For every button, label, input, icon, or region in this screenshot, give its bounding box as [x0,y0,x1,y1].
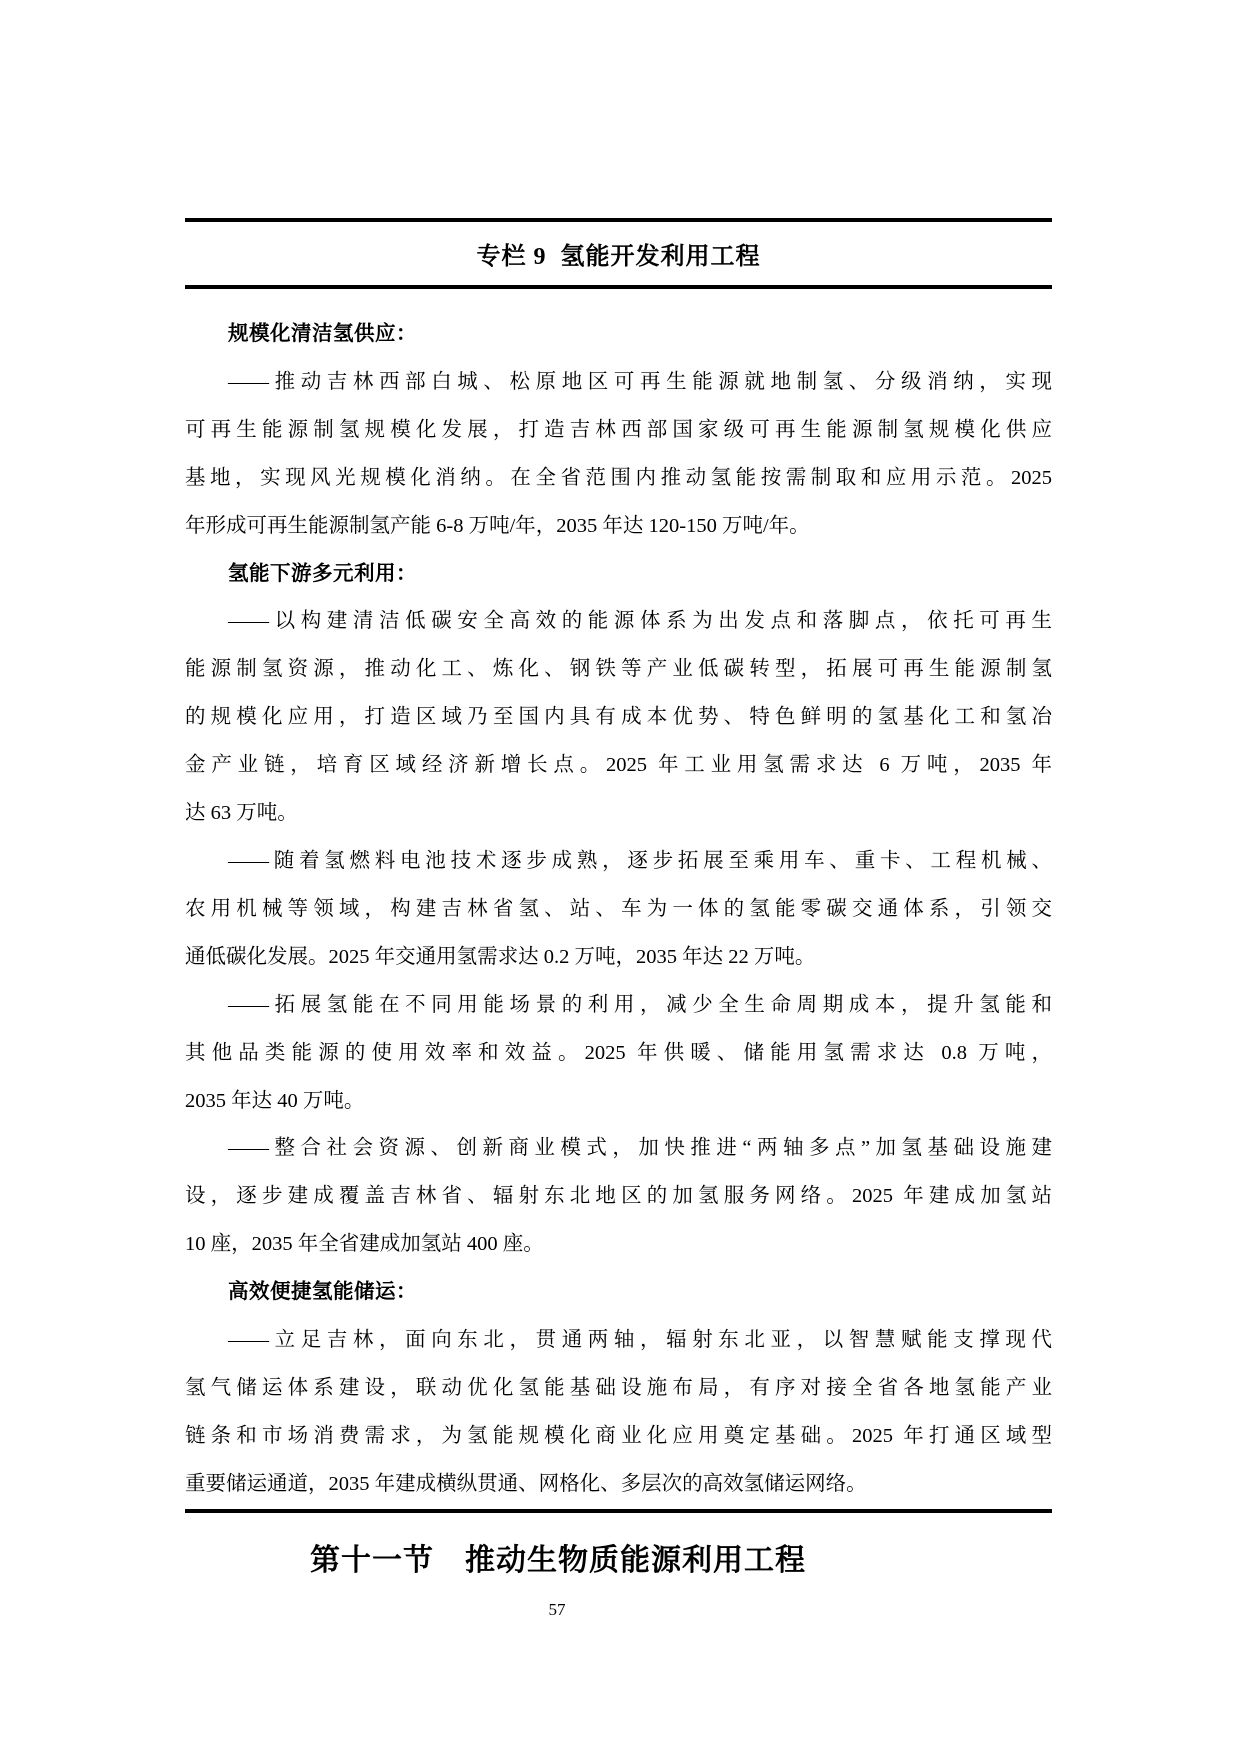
box-line: 基地，实现风光规模化消纳。在全省范围内推动氢能按需制取和应用示范。2025 [185,466,1052,489]
box-line: 的规模化应用，打造区域乃至国内具有成本优势、特色鲜明的氢基化工和氢冶 [185,706,1052,729]
box-line: 10 座，2035 年全省建成加氢站 400 座。 [185,1233,544,1256]
box-line: 规模化清洁氢供应： [228,323,417,345]
box-line: 能源制氢资源，推动化工、炼化、钢铁等产业低碳转型，拓展可再生能源制氢 [185,658,1052,681]
box-bottom-rule [185,1509,1052,1513]
box-line: 其他品类能源的使用效率和效益。2025 年供暖、储能用氢需求达 0.8 万吨， [185,1041,1052,1064]
section-heading: 第十一节 推动生物质能源利用工程 [310,1544,806,1577]
box-line: 达 63 万吨。 [185,802,298,825]
box-line: 氢能下游多元利用： [228,562,417,585]
box-line: ——拓展氢能在不同用能场景的利用，减少全生命周期成本，提升氢能和 [228,993,1052,1016]
box-line: ——立足吉林，面向东北，贯通两轴，辐射东北亚，以智慧赋能支撑现代 [228,1329,1052,1352]
box-line: 年形成可再生能源制氢产能 6-8 万吨/年，2035 年达 120-150 万吨/年。 [185,514,810,537]
box-line: ——推动吉林西部白城、松原地区可再生能源就地制氢、分级消纳，实现 [228,370,1052,393]
box-line: 金产业链，培育区域经济新增长点。2025 年工业用氢需求达 6 万吨，2035 年 [185,754,1052,777]
box-title: 专栏 9 氢能开发利用工程 [476,244,761,270]
box-line: 重要储运通道，2035 年建成横纵贯通、网格化、多层次的高效氢储运网络。 [185,1472,867,1495]
box-line: ——随着氢燃料电池技术逐步成熟，逐步拓展至乘用车、重卡、工程机械、 [228,849,1052,872]
box-line: 2035 年达 40 万吨。 [185,1089,365,1112]
box-line: 高效便捷氢能储运： [228,1281,417,1304]
box-line: 设，逐步建成覆盖吉林省、辐射东北地区的加氢服务网络。2025 年建成加氢站 [185,1185,1052,1208]
box-line: 可再生能源制氢规模化发展，打造吉林西部国家级可再生能源制氢规模化供应 [185,418,1052,441]
box-line: 氢气储运体系建设，联动优化氢能基础设施布局，有序对接全省各地氢能产业 [185,1376,1052,1399]
page-number: 57 [548,1600,566,1619]
box-line: 农用机械等领域，构建吉林省氢、站、车为一体的氢能零碳交通体系，引领交 [185,897,1052,920]
column-box [185,218,1052,1513]
box-line: ——整合社会资源、创新商业模式，加快推进“两轴多点”加氢基础设施建 [228,1137,1052,1160]
box-line: 链条和市场消费需求，为氢能规模化商业化应用奠定基础。2025 年打通区域型 [185,1424,1052,1447]
box-body [185,289,1052,1509]
box-line: ——以构建清洁低碳安全高效的能源体系为出发点和落脚点，依托可再生 [228,610,1052,633]
box-line: 通低碳化发展。2025 年交通用氢需求达 0.2 万吨，2035 年达 22 万吨。 [185,945,816,968]
